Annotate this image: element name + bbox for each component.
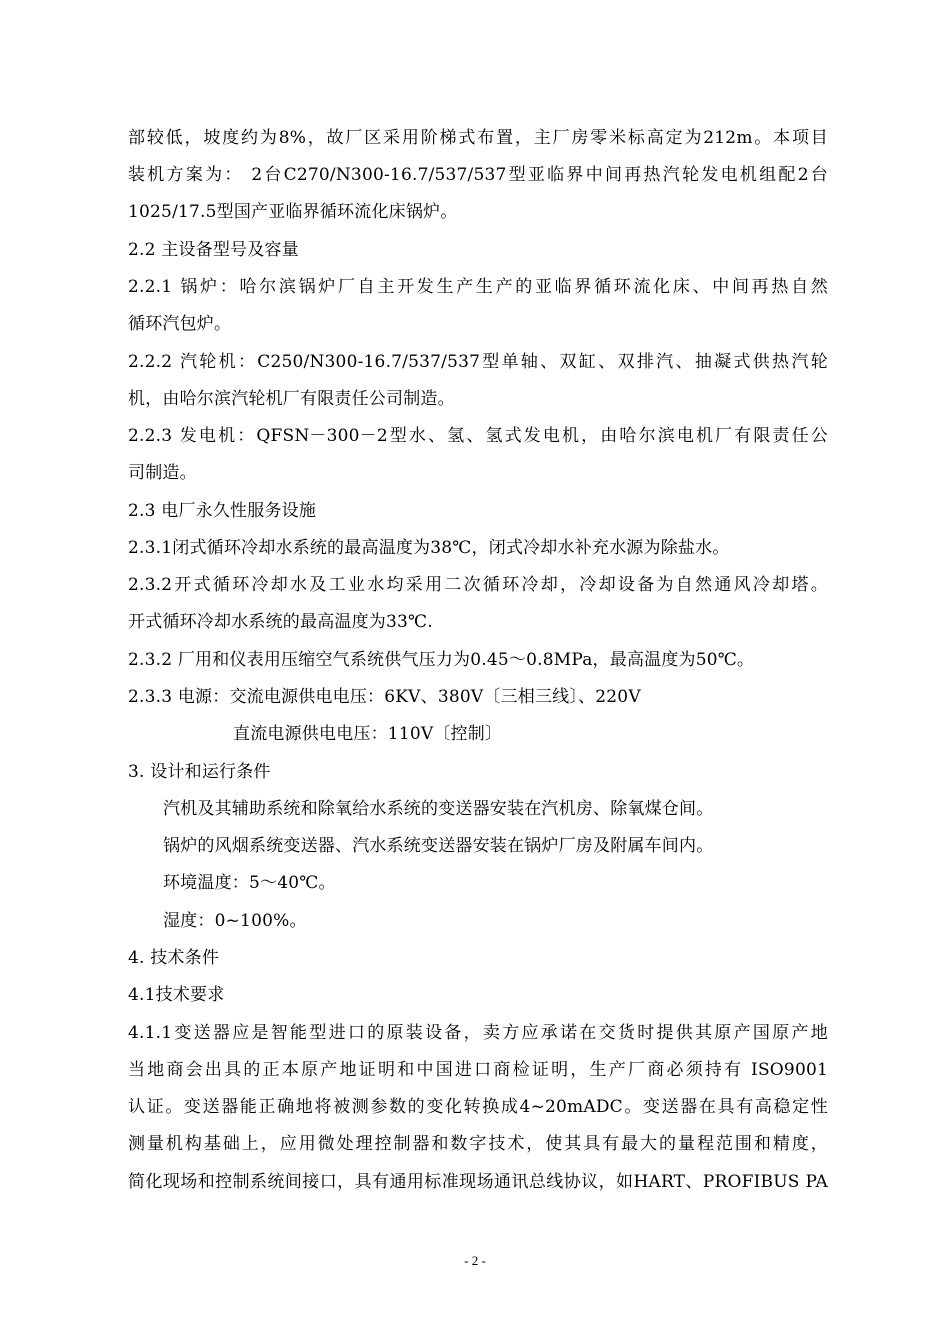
text-line: 当地商会出具的正本原产地证明和中国进口商检证明，生产厂商必须持有 ISO9001 [128, 1060, 828, 1080]
text-line: 部较低，坡度约为8%，故厂区采用阶梯式布置，主厂房零米标高定为212m。本项目 [128, 128, 828, 148]
text-line: 2.2.3 发电机：QFSN－300－2型水、氢、氢式发电机，由哈尔滨电机厂有限责任公 [128, 426, 828, 446]
text-line: 2.3.1闭式循环冷却水系统的最高温度为38℃，闭式冷却水补充水源为除盐水。 [128, 538, 730, 558]
section-heading: 4.1技术要求 [128, 985, 225, 1005]
section-heading: 4. 技术条件 [128, 948, 220, 968]
text-line: 简化现场和控制系统间接口，具有通用标准现场通讯总线协议，如HART、PROFIBUS PA [128, 1172, 828, 1192]
text-line: 开式循环冷却水系统的最高温度为33℃. [128, 612, 433, 632]
section-heading: 2.3 电厂永久性服务设施 [128, 501, 317, 521]
page-number: - 2 - [464, 1253, 486, 1268]
text-line: 循环汽包炉。 [128, 314, 232, 334]
section-heading: 2.2 主设备型号及容量 [128, 240, 299, 260]
text-line: 2.3.3 电源：交流电源供电电压：6KV、380V〔三相三线〕、220V [128, 687, 641, 707]
text-line: 2.3.2开式循环冷却水及工业水均采用二次循环冷却，冷却设备为自然通风冷却塔。 [128, 575, 828, 595]
text-line: 机，由哈尔滨汽轮机厂有限责任公司制造。 [128, 389, 455, 409]
text-line: 湿度：0~100%。 [163, 911, 307, 931]
section-heading: 3. 设计和运行条件 [128, 762, 271, 782]
text-line: 2.3.2 厂用和仪表用压缩空气系统供气压力为0.45～0.8MPa，最高温度为50℃。 [128, 650, 755, 670]
text-line: 锅炉的风烟系统变送器、汽水系统变送器安装在锅炉厂房及附属车间内。 [163, 836, 714, 856]
text-line: 测量机构基础上，应用微处理控制器和数字技术，使其具有最大的量程范围和精度， [128, 1134, 828, 1154]
text-line: 汽机及其辅助系统和除氧给水系统的变送器安装在汽机房、除氧煤仓间。 [163, 799, 714, 819]
text-line: 1025/17.5型国产亚临界循环流化床锅炉。 [128, 202, 458, 222]
text-line: 司制造。 [128, 463, 197, 483]
text-line: 认证。变送器能正确地将被测参数的变化转换成4~20mADC。变送器在具有高稳定性 [128, 1097, 828, 1117]
text-line: 2.2.2 汽轮机：C250/N300-16.7/537/537型单轴、双缸、双排汽、抽凝式供热汽轮 [128, 352, 828, 372]
text-line: 4.1.1变送器应是智能型进口的原装设备，卖方应承诺在交货时提供其原产国原产地 [128, 1023, 828, 1043]
text-line: 装机方案为： 2台C270/N300-16.7/537/537型亚临界中间再热汽轮发电机组配2台 [128, 165, 828, 185]
text-line: 2.2.1 锅炉：哈尔滨锅炉厂自主开发生产生产的亚临界循环流化床、中间再热自然 [128, 277, 828, 297]
text-line: 环境温度：5～40℃。 [163, 873, 336, 893]
text-line: 直流电源供电电压：110V〔控制〕 [233, 724, 503, 744]
